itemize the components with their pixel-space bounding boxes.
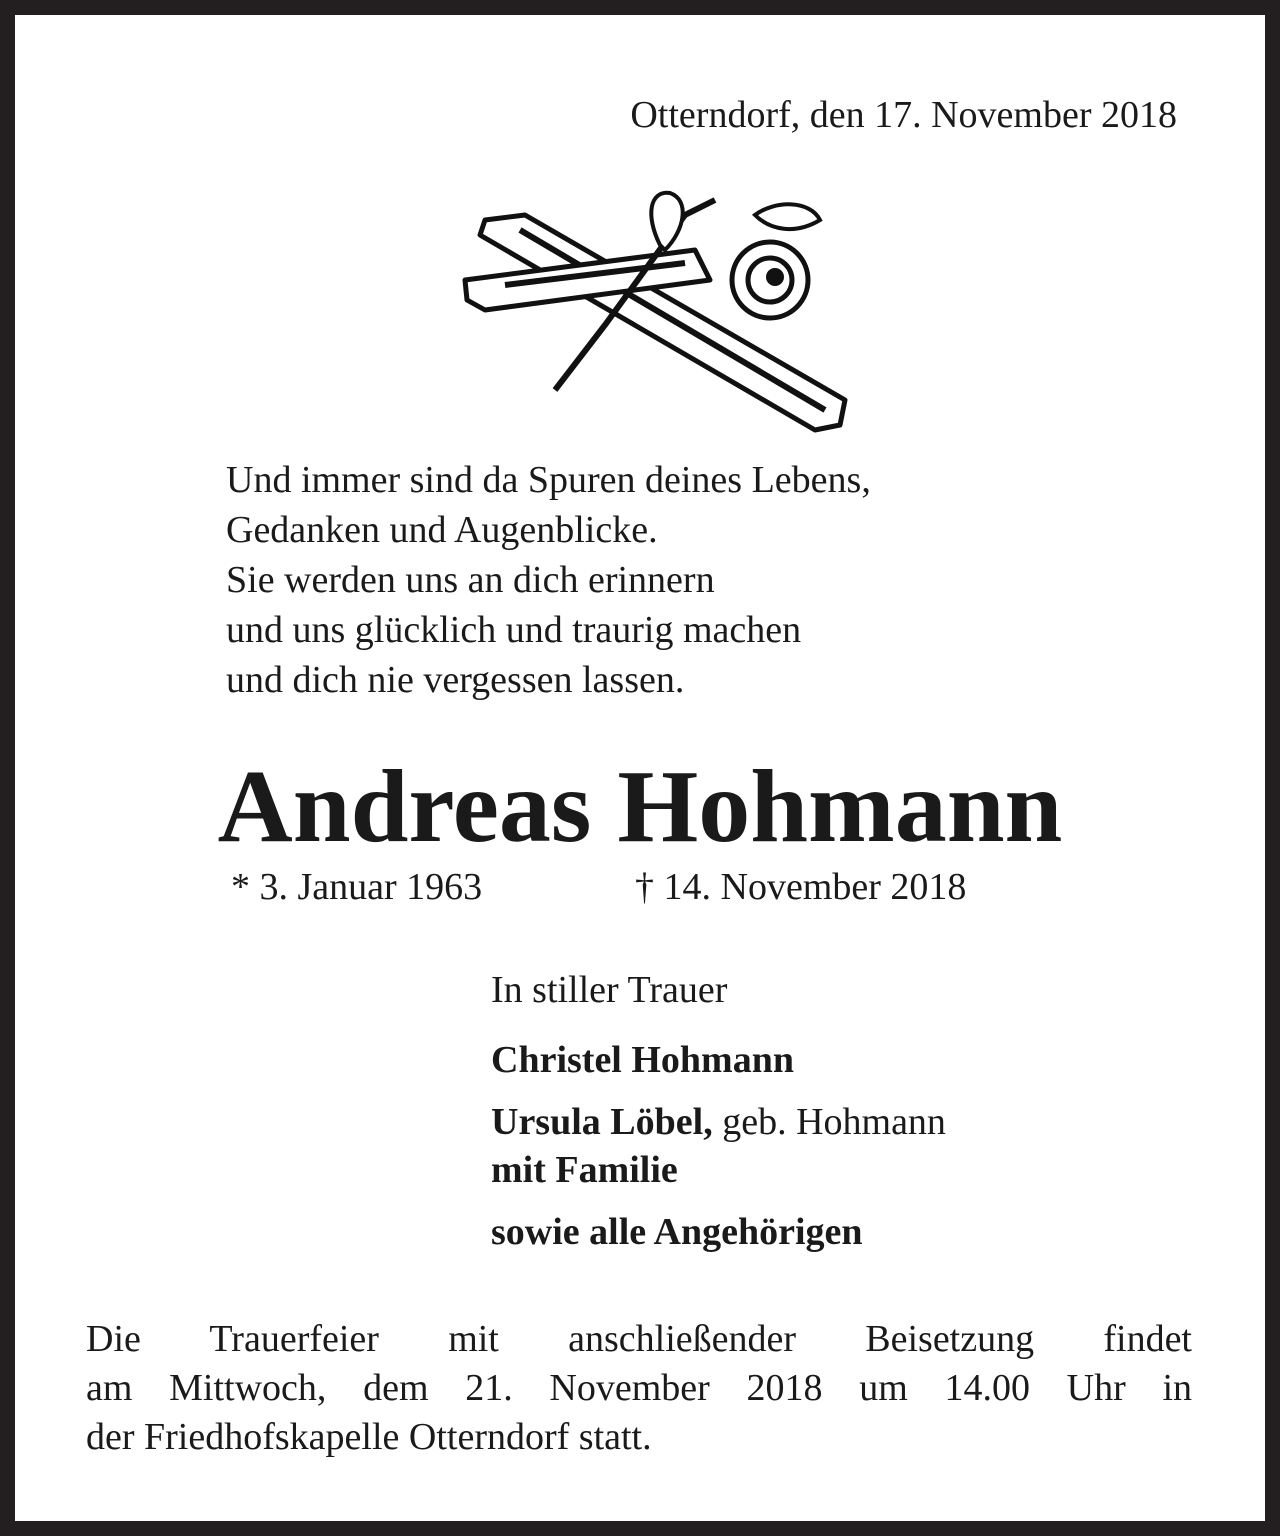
poem-line: Sie werden uns an dich erinnern bbox=[226, 559, 715, 601]
poem-line: Gedanken und Augenblicke. bbox=[226, 509, 658, 551]
mourners-intro: In stiller Trauer bbox=[491, 969, 728, 1011]
birth-date: * 3. Januar 1963 bbox=[231, 866, 483, 908]
funeral-line: der Friedhofskapelle Otterndorf statt. bbox=[86, 1416, 652, 1458]
poem-line: Und immer sind da Spuren deines Lebens, bbox=[226, 459, 871, 501]
deceased-name: Andreas Hohmann bbox=[217, 749, 1063, 864]
mourner-entry bbox=[491, 1102, 946, 1142]
funeral-line: Die Trauerfeier mit anschließender Beisetzung findet bbox=[86, 1318, 1192, 1360]
mourner-name: Christel Hohmann bbox=[491, 1039, 794, 1081]
death-date: † 14. November 2018 bbox=[635, 866, 967, 908]
mourners bbox=[491, 970, 946, 1252]
funeral-line: am Mittwoch, dem 21. November 2018 um 14.00 Uhr in bbox=[86, 1367, 1192, 1409]
poem-line: und uns glücklich und traurig machen bbox=[226, 609, 802, 651]
mourner-family: mit Familie bbox=[491, 1149, 678, 1191]
mourner-name: Ursula Löbel, bbox=[491, 1101, 713, 1143]
place-date: Otterndorf, den 17. November 2018 bbox=[630, 94, 1177, 136]
mourner-maiden-name: geb. Hohmann bbox=[712, 1101, 946, 1143]
mourner-others: sowie alle Angehörigen bbox=[491, 1211, 863, 1253]
funeral-info bbox=[86, 1315, 1192, 1462]
cross-with-rose-icon bbox=[445, 175, 865, 445]
poem-line: und dich nie vergessen lassen. bbox=[226, 659, 685, 701]
poem bbox=[226, 455, 871, 705]
obituary-notice bbox=[15, 15, 1265, 1521]
